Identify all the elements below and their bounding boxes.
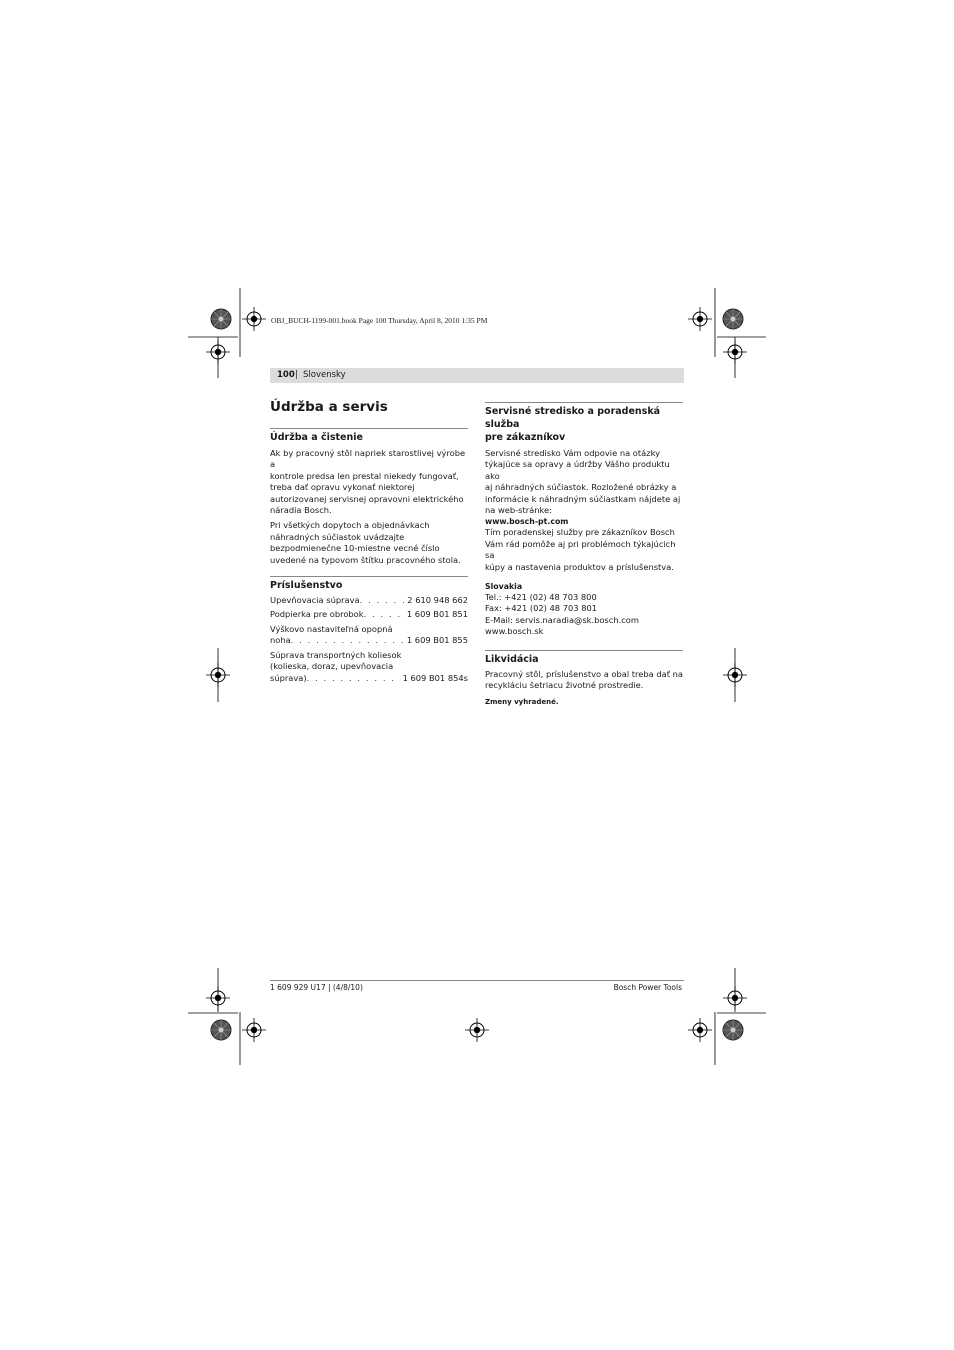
country-label: Slovakia	[485, 582, 523, 592]
page-header-bar	[270, 368, 684, 383]
accessory-item-line: Súprava transportných koliesok	[270, 649, 402, 660]
disposal-heading: Likvidácia	[485, 653, 539, 665]
service-heading: Servisné stredisko a poradenská služba pre zákazníkov	[485, 406, 661, 443]
section-rule	[485, 650, 683, 651]
page-number: 100	[277, 370, 295, 380]
header-language: Slovensky	[303, 370, 346, 380]
section-rule	[270, 428, 468, 429]
footer-brand: Bosch Power Tools	[613, 983, 682, 992]
accessory-item-line: Výškovo nastaviteľná opорná	[270, 623, 393, 634]
accessory-item: súprava) . . . 1 609 B01 854s	[270, 673, 468, 684]
contact-email: E-Mail: servis.naradia@sk.bosch.com	[485, 614, 639, 625]
section-rule	[485, 402, 683, 403]
accessory-item: Upevňovacia súprava . . . 2 610 948 662	[270, 595, 468, 606]
print-slug-line: OBJ_BUCH-1199-001.book Page 100 Thursday, April 8, 2010 1:35 PM	[271, 316, 488, 325]
accessory-item: Podpierka pre obrobok . . . 1 609 B01 851	[270, 609, 468, 620]
maintenance-paragraph-2: Pri všetkých dopytoch a objednávkach náhradných súčiastok uvádzajte bezpodmienečne 10-miestne vecné číslo uvedené na typovom štítku pracovného stola.	[270, 520, 461, 565]
contact-block	[485, 592, 683, 638]
accessory-item-line: (kolieska, doraz, upevňovacia	[270, 661, 394, 672]
contact-website: www.bosch.sk	[485, 626, 544, 637]
service-url: www.bosch-pt.com	[485, 517, 569, 527]
contact-phone: Tel.: +421 (02) 48 703 800	[485, 592, 597, 603]
section-rule	[270, 576, 468, 577]
right-column	[485, 402, 683, 708]
contact-fax: Fax: +421 (02) 48 703 801	[485, 603, 598, 614]
footer-rule	[270, 980, 684, 981]
accessories-heading: Príslušenstvo	[270, 580, 343, 592]
accessory-item: noha . . . 1 609 B01 855	[270, 635, 468, 646]
service-paragraph-1: Servisné stredisko Vám odpovie na otázky týkajúce sa opravy a údržby Vášho produktu ako aj náhradných súčiastok. Rozložené obrázky a informácie k náhradným súčiastkam nájdete aj na web-stránke:	[485, 448, 681, 516]
header-separator: |	[295, 370, 298, 380]
accessories-list	[270, 595, 468, 684]
disposal-paragraph: Pracovný stôl, príslušenstvo a obal treba dať na recykláciu šetriacu životné prostredie.	[485, 668, 683, 691]
service-paragraph-2: Tím poradenskej služby pre zákazníkov Bosch Vám rád pomôže aj pri problémoch týkajúcich sa kúpy a nastavenia produktov a príslušenstva.	[485, 527, 676, 572]
maintenance-heading: Údržba a čistenie	[270, 432, 363, 443]
changes-note: Zmeny vyhradené.	[485, 697, 559, 706]
page-title: Údržba a servis	[270, 399, 388, 415]
left-column	[270, 428, 468, 684]
maintenance-paragraph-1: Ak by pracovný stôl napriek starostlivej výrobe a kontrole predsa len prestal niekedy fungovať, treba dať opravu vykonať niektorej autorizovanej servisnej opravovni elektrického náradia Bosch.	[270, 448, 466, 516]
footer-document-code: 1 609 929 U17 | (4/8/10)	[270, 983, 363, 992]
